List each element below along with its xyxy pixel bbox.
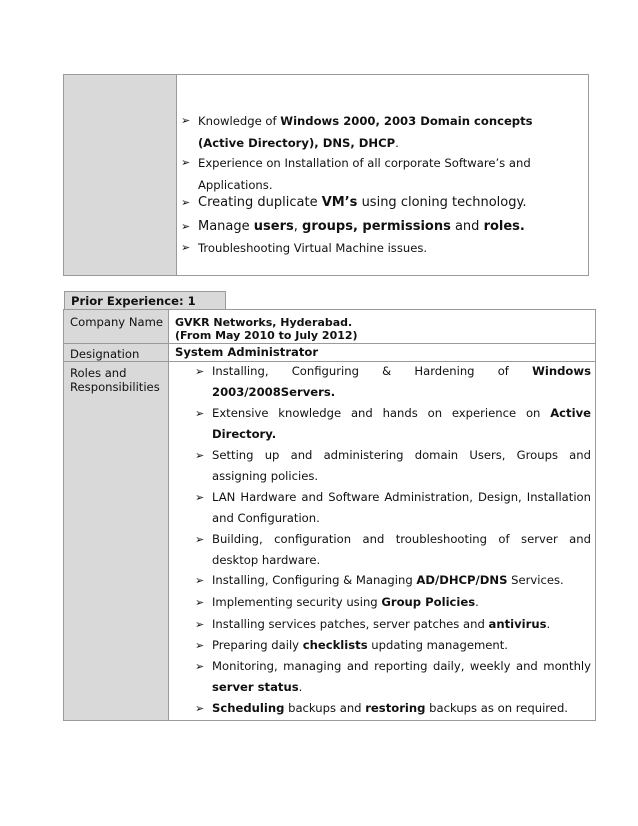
- arrow-bullet-icon: ➢: [195, 639, 205, 652]
- arrow-bullet-icon: ➢: [195, 618, 205, 631]
- designation-label: Designation: [70, 347, 140, 361]
- designation-value: System Administrator: [175, 345, 319, 359]
- company-name: GVKR Networks, Hyderabad.: [175, 316, 353, 329]
- responsibility-item: ➢ Installing services patches, server patches and antivirus.: [212, 614, 591, 635]
- arrow-bullet-icon: ➢: [181, 220, 191, 233]
- row-divider: [64, 343, 595, 344]
- arrow-bullet-icon: ➢: [195, 365, 205, 378]
- arrow-bullet-icon: ➢: [195, 533, 205, 546]
- responsibility-item: ➢ Installing, Configuring & Hardening of Windows 2003/2008Servers.: [212, 361, 591, 403]
- skill-bullet: ➢ Creating duplicate VM’s using cloning technology.: [181, 195, 527, 210]
- arrow-bullet-icon: ➢: [195, 660, 205, 673]
- arrow-bullet-icon: ➢: [195, 407, 205, 420]
- skill-bullet: ➢ Knowledge of Windows 2000, 2003 Domain concepts (Active Directory), DNS, DHCP.: [198, 110, 558, 154]
- arrow-bullet-icon: ➢: [181, 156, 191, 169]
- arrow-bullet-icon: ➢: [195, 596, 205, 609]
- experience-table: [63, 309, 596, 721]
- skill-bullet: ➢ Manage users, groups, permissions and roles.: [181, 219, 525, 234]
- responsibility-item: ➢ Setting up and administering domain Users, Groups and assigning policies.: [212, 445, 591, 487]
- arrow-bullet-icon: ➢: [195, 574, 205, 587]
- arrow-bullet-icon: ➢: [181, 241, 191, 254]
- arrow-bullet-icon: ➢: [195, 449, 205, 462]
- skill-bullet: ➢ Experience on Installation of all corporate Software’s and Applications.: [198, 152, 548, 196]
- company-label: Company Name: [70, 315, 164, 329]
- section-header: Prior Experience: 1: [64, 291, 226, 309]
- responsibility-item: ➢ Monitoring, managing and reporting daily, weekly and monthly server status.: [212, 656, 591, 698]
- roles-label: Roles and Responsibilities: [70, 366, 160, 394]
- responsibility-item: ➢ Installing, Configuring & Managing AD/DHCP/DNS Services.: [212, 570, 591, 591]
- skill-bullet: ➢ Troubleshooting Virtual Machine issues.: [181, 241, 428, 255]
- responsibility-item: ➢ Extensive knowledge and hands on experience on Active Directory.: [212, 403, 591, 445]
- arrow-bullet-icon: ➢: [195, 491, 205, 504]
- responsibility-item: ➢ LAN Hardware and Software Administration, Design, Installation and Configuration.: [212, 487, 591, 529]
- responsibility-item: ➢ Scheduling backups and restoring backups as on required.: [212, 698, 591, 719]
- responsibility-item: ➢ Preparing daily checklists updating management.: [212, 635, 591, 656]
- arrow-bullet-icon: ➢: [181, 196, 191, 209]
- responsibility-item: ➢ Building, configuration and troubleshooting of server and desktop hardware.: [212, 529, 591, 571]
- responsibility-item: ➢ Implementing security using Group Policies.: [212, 592, 591, 613]
- arrow-bullet-icon: ➢: [181, 114, 191, 127]
- arrow-bullet-icon: ➢: [195, 702, 205, 715]
- company-dates: (From May 2010 to July 2012): [175, 329, 358, 342]
- skills-box-left-cell: [64, 75, 177, 275]
